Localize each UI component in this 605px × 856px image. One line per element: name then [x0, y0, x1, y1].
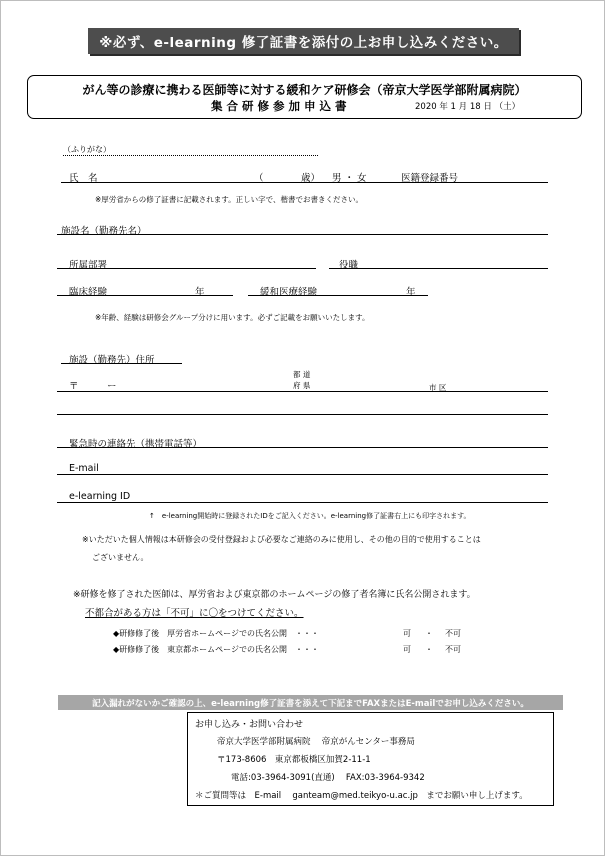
prefecture-label: 都 道 府 県	[293, 370, 311, 390]
mhlw-publication-option: ◆研修修了後 厚労省ホームページでの氏名公開 ・・・	[113, 629, 319, 638]
elearning-id-field[interactable]	[57, 502, 548, 503]
email-label: E-mail	[69, 463, 99, 474]
name-label: 氏 名	[69, 173, 98, 184]
address-label-underline	[61, 363, 182, 364]
furigana-label: （ふりがな）	[63, 145, 111, 154]
tokyo-option-separator: ・	[425, 645, 433, 654]
contact-organization: 帝京大学医学部附属病院 帝京がんセンター事務局	[217, 737, 415, 747]
registration-number-label: 医籍登録番号	[401, 173, 459, 184]
elearning-id-label: e-learning ID	[69, 491, 131, 502]
mhlw-option-separator: ・	[425, 629, 433, 638]
clinical-years-unit: 年	[195, 287, 205, 298]
privacy-note-line1: ※いただいた個人情報は本研修会の受付登録および必要なご連絡のみに使用し、その他の目的で使用することは	[82, 535, 481, 544]
name-field[interactable]	[61, 182, 548, 183]
contact-email[interactable]: ＊ご質問等は E-mail ganteam@med.teikyo-u.ac.jp までお願い申し上げます。	[195, 791, 528, 801]
contact-heading: お申し込み・お問い合わせ	[195, 720, 304, 730]
furigana-field[interactable]	[63, 155, 318, 156]
elearning-id-note: ↑ e-learning開始時に登録されたIDをご記入ください。e-learning修了証書右上にも印字されます。	[149, 512, 471, 520]
position-label: 役職	[339, 260, 359, 271]
submission-instruction-bar: 記入漏れがないかご確認の上、e-learning修了証書を添えて下記までFAXまたはE-mailでお申し込みください。	[58, 695, 563, 710]
experience-note: ※年齢、経験は研修会グループ分けに用います。必ずご記載をお願いいたします。	[95, 313, 370, 322]
department-label: 所属部署	[69, 260, 108, 271]
form-subtitle: 集合研修参加申込書	[211, 99, 351, 113]
publication-note: ※研修を修了された医師は、厚労省および東京都のホームページの修了者名簿に氏名公開されます。	[73, 590, 476, 600]
session-date: 2020 年 1 月 18 日 （土）	[415, 102, 521, 112]
tokyo-publication-option: ◆研修修了後 東京都ホームページでの氏名公開 ・・・	[113, 645, 319, 654]
clinical-experience-field[interactable]	[57, 295, 233, 296]
age-label: 歳）	[301, 173, 321, 184]
attachment-notice-banner: ※必ず、e-learning 修了証書を添付の上お申し込みください。	[88, 28, 519, 54]
mhlw-deny-option[interactable]: 不可	[445, 629, 461, 638]
tokyo-deny-option[interactable]: 不可	[445, 645, 461, 654]
address-line-2[interactable]	[57, 414, 548, 415]
emergency-contact-field[interactable]	[57, 447, 548, 448]
sex-options[interactable]: 男 ・ 女	[332, 173, 367, 184]
address-line-1[interactable]	[57, 391, 548, 392]
contact-box	[187, 712, 554, 806]
name-note: ※厚労省からの修了証書に記載されます。正しい字で、楷書でお書きください。	[95, 195, 364, 204]
mhlw-allow-option[interactable]: 可	[403, 629, 411, 638]
form-title-box	[27, 75, 582, 119]
tokyo-allow-option[interactable]: 可	[403, 645, 411, 654]
course-title: がん等の診療に携わる医師等に対する緩和ケア研修会（帝京大学医学部附属病院）	[82, 83, 527, 97]
position-field[interactable]	[329, 268, 548, 269]
contact-phone-fax: 電話:03-3964-3091(直通) FAX:03-3964-9342	[231, 773, 425, 783]
palliative-years-unit: 年	[406, 287, 416, 298]
privacy-note-line2: ございません。	[92, 553, 149, 562]
city-label: 市 区	[429, 383, 447, 392]
emergency-contact-label: 緊急時の連絡先（携帯電話等）	[69, 439, 203, 450]
address-label: 施設（勤務先）住所	[69, 355, 155, 366]
department-field[interactable]	[57, 268, 316, 269]
contact-address: 〒173-8606 東京都板橋区加賀2-11-1	[217, 755, 371, 765]
postal-code-field[interactable]: 〒 ー	[69, 381, 117, 392]
clinical-experience-label: 臨床経験	[69, 287, 108, 298]
email-field[interactable]	[57, 474, 548, 475]
palliative-experience-field[interactable]	[248, 295, 428, 296]
palliative-experience-label: 緩和医療経験	[260, 287, 318, 298]
facility-field[interactable]	[57, 234, 548, 235]
facility-label: 施設名（勤務先名）	[61, 226, 147, 237]
publication-instruction: 不都合がある方は「不可」に〇をつけてください。	[85, 608, 304, 619]
age-open: （	[254, 173, 264, 184]
